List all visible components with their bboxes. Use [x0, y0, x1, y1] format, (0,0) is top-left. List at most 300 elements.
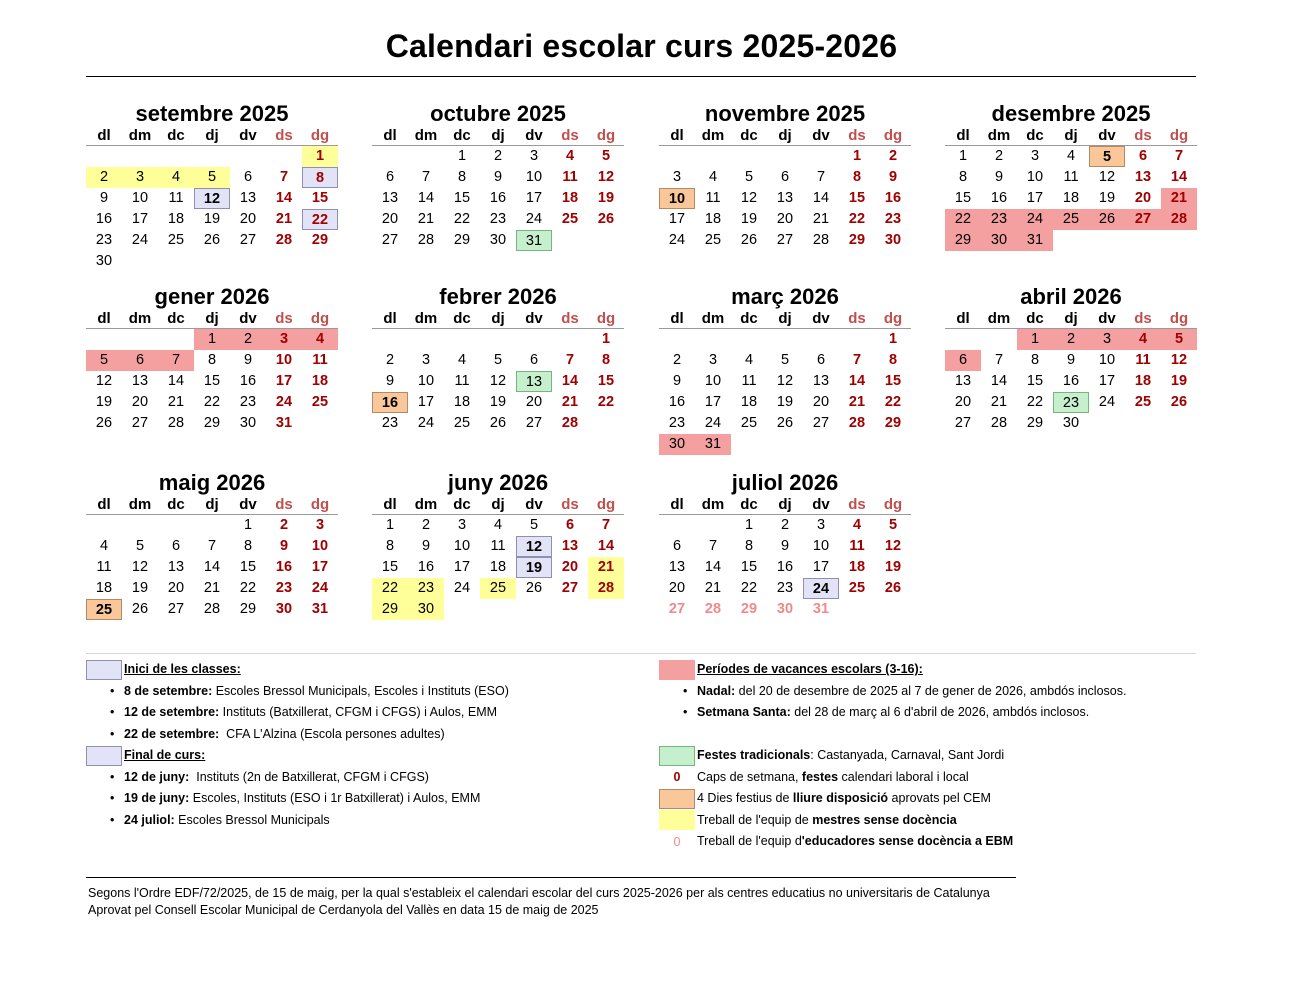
day-cell: 5 — [135, 538, 145, 554]
day-cell: 3 — [816, 517, 826, 533]
footer-notes — [88, 885, 990, 919]
day-cell: 13 — [776, 190, 794, 206]
legend-bullet — [86, 702, 509, 724]
month-calendar — [659, 470, 911, 620]
day-cell: 7 — [279, 169, 289, 185]
day-cell: 14 — [561, 373, 579, 389]
day-cell: 12 — [516, 536, 552, 557]
empty-day-cell — [86, 515, 122, 536]
day-cell: 30 — [981, 230, 1017, 251]
day-cell: 19 — [597, 190, 615, 206]
empty-day-cell — [695, 329, 731, 350]
legend-spacer — [659, 724, 1126, 746]
day-cell: 10 — [131, 190, 149, 206]
empty-day-cell — [86, 329, 122, 350]
legend-swatch — [659, 789, 695, 809]
day-cell: 29 — [453, 232, 471, 248]
day-cell: 7 — [158, 350, 194, 371]
day-cell: 15 — [1026, 373, 1044, 389]
legend-text-part: calendari laboral i local — [838, 769, 969, 784]
day-cell: 2 — [780, 517, 790, 533]
day-cell: 24 — [311, 580, 329, 596]
empty-day-cell — [659, 515, 695, 536]
day-cell: 28 — [275, 232, 293, 248]
weekday-header: ds — [1125, 310, 1161, 329]
day-cell: 23 — [239, 394, 257, 410]
legend-bullet-text: Instituts (2n de Batxillerat, CFGM i CFGS) — [189, 769, 429, 784]
day-cell: 14 — [597, 538, 615, 554]
day-cell: 12 — [95, 373, 113, 389]
weekday-header: ds — [552, 310, 588, 329]
weekday-header: dm — [122, 127, 158, 146]
weekday-header: dc — [158, 310, 194, 329]
day-cell: 11 — [741, 373, 757, 389]
day-cell: 24 — [803, 578, 839, 599]
legend-text-part: Treball de l'equip d — [697, 834, 802, 849]
day-cell: 20 — [776, 211, 794, 227]
day-cell: 4 — [457, 352, 467, 368]
day-cell: 4 — [1125, 329, 1161, 350]
legend-item — [659, 745, 1126, 767]
day-cell: 15 — [311, 190, 329, 206]
empty-day-cell — [767, 329, 803, 350]
day-cell: 2 — [230, 329, 266, 350]
weekday-header: dl — [86, 496, 122, 515]
day-cell: 12 — [884, 538, 902, 554]
month-grid — [86, 496, 338, 620]
day-cell: 10 — [525, 169, 543, 185]
weekday-header: ds — [552, 127, 588, 146]
day-cell: 4 — [302, 329, 338, 350]
day-cell: 1 — [852, 148, 862, 164]
day-cell: 29 — [884, 415, 902, 431]
month-name: març 2026 — [731, 284, 839, 309]
day-cell: 29 — [372, 599, 408, 620]
day-cell: 29 — [945, 230, 981, 251]
legend-bullet-text: Instituts (Batxillerat, CFGM i CFGS) i Aulos, EMM — [219, 705, 498, 720]
empty-day-cell — [552, 329, 588, 350]
day-cell: 1 — [243, 517, 253, 533]
day-cell: 7 — [1174, 148, 1184, 164]
day-cell: 17 — [275, 373, 293, 389]
day-cell: 30 — [659, 434, 695, 455]
day-cell: 4 — [493, 517, 503, 533]
day-cell: 2 — [385, 352, 395, 368]
day-cell: 9 — [243, 352, 253, 368]
day-cell: 3 — [672, 169, 682, 185]
day-cell: 6 — [945, 350, 981, 371]
legend-bullet-text: del 20 de desembre de 2025 al 7 de gener de 2026, ambdós inclosos. — [735, 683, 1127, 698]
day-cell: 5 — [86, 350, 122, 371]
day-cell: 9 — [672, 373, 682, 389]
month-grid — [86, 127, 338, 272]
day-cell: 10 — [659, 188, 695, 209]
legend-heading-text: Inici de les classes: — [124, 662, 241, 677]
footer-line-approval: Aprovat pel Consell Escolar Municipal de Cerdanyola del Vallès en data 15 de maig de 2025 — [88, 903, 599, 917]
legend-item-text — [697, 810, 957, 831]
empty-day-cell — [158, 515, 194, 536]
day-cell: 21 — [275, 211, 293, 227]
weekday-header: dv — [516, 310, 552, 329]
empty-day-cell — [444, 329, 480, 350]
empty-day-cell — [194, 146, 230, 167]
day-cell: 31 — [1017, 230, 1053, 251]
legend-heading-text: Final de curs: — [124, 748, 206, 763]
month-calendar — [86, 284, 338, 434]
day-cell: 18 — [1134, 373, 1152, 389]
day-cell: 6 — [816, 352, 826, 368]
weekday-header: dj — [194, 127, 230, 146]
weekday-header: dc — [444, 127, 480, 146]
day-cell: 20 — [812, 394, 830, 410]
day-cell: 19 — [203, 211, 221, 227]
legend-item-text — [697, 745, 1004, 766]
weekday-header: dj — [767, 496, 803, 515]
legend-item — [659, 788, 1126, 810]
day-cell: 18 — [561, 190, 579, 206]
weekday-header: dm — [981, 127, 1017, 146]
legend-heading — [659, 659, 1126, 681]
day-cell: 27 — [776, 232, 794, 248]
day-cell: 25 — [561, 211, 579, 227]
day-cell: 29 — [239, 601, 257, 617]
day-cell: 17 — [311, 559, 329, 575]
day-cell: 7 — [816, 169, 826, 185]
day-cell: 22 — [453, 211, 471, 227]
day-cell: 12 — [1170, 352, 1188, 368]
weekday-header: dl — [372, 127, 408, 146]
day-cell: 14 — [1170, 169, 1188, 185]
day-cell: 14 — [167, 373, 185, 389]
day-cell: 8 — [1030, 352, 1040, 368]
weekday-header: dv — [230, 310, 266, 329]
day-cell: 8 — [888, 352, 898, 368]
day-cell: 29 — [740, 601, 758, 617]
day-cell: 5 — [1089, 146, 1125, 167]
day-cell: 5 — [744, 169, 754, 185]
day-cell: 19 — [884, 559, 902, 575]
day-cell: 3 — [1089, 329, 1125, 350]
day-cell: 6 — [780, 169, 790, 185]
day-cell: 22 — [848, 211, 866, 227]
weekday-header: ds — [839, 310, 875, 329]
legend-bullet-text: CFA L'Alzina (Escola persones adultes) — [219, 726, 445, 741]
legend-item — [659, 831, 1126, 853]
day-cell: 27 — [525, 415, 543, 431]
weekday-header: dl — [659, 310, 695, 329]
day-cell: 1 — [385, 517, 395, 533]
weekday-header: dv — [1089, 127, 1125, 146]
day-cell: 23 — [668, 415, 686, 431]
day-cell: 12 — [776, 373, 794, 389]
legend-school-periods — [86, 659, 509, 831]
weekday-header: dc — [444, 496, 480, 515]
day-cell: 10 — [275, 352, 293, 368]
empty-day-cell — [122, 515, 158, 536]
legend-divider — [86, 653, 1196, 654]
weekday-header: dl — [372, 496, 408, 515]
day-cell: 6 — [171, 538, 181, 554]
day-cell: 24 — [453, 580, 471, 596]
weekday-header: dl — [945, 310, 981, 329]
month-calendar — [945, 284, 1197, 434]
day-cell: 24 — [1017, 209, 1053, 230]
weekday-header: dg — [302, 496, 338, 515]
day-cell: 17 — [704, 394, 722, 410]
day-cell: 13 — [239, 190, 257, 206]
legend-text-part: : Castanyada, Carnaval, Sant Jordi — [810, 748, 1005, 763]
day-cell: 2 — [994, 148, 1004, 164]
day-cell: 4 — [852, 517, 862, 533]
empty-day-cell — [480, 329, 516, 350]
empty-day-cell — [803, 329, 839, 350]
day-cell: 16 — [95, 211, 113, 227]
day-cell: 6 — [529, 352, 539, 368]
month-grid — [372, 310, 624, 434]
legend-item — [659, 767, 1126, 789]
day-cell: 15 — [597, 373, 615, 389]
day-cell: 28 — [417, 232, 435, 248]
day-cell: 10 — [453, 538, 471, 554]
day-cell: 22 — [203, 394, 221, 410]
empty-day-cell — [659, 146, 695, 167]
day-cell: 3 — [266, 329, 302, 350]
day-cell: 26 — [1170, 394, 1188, 410]
empty-day-cell — [158, 329, 194, 350]
month-calendar — [372, 284, 624, 434]
day-cell: 27 — [668, 601, 686, 617]
legend-bullet — [659, 702, 1126, 724]
day-cell: 13 — [1134, 169, 1152, 185]
day-cell: 5 — [194, 167, 230, 188]
day-cell: 19 — [95, 394, 113, 410]
day-cell: 9 — [1066, 352, 1076, 368]
day-cell: 4 — [565, 148, 575, 164]
legend-text-part: mestres sense docència — [812, 812, 957, 827]
legend-item-text — [697, 767, 969, 788]
empty-day-cell — [266, 146, 302, 167]
weekday-header: dm — [408, 310, 444, 329]
day-cell: 3 — [122, 167, 158, 188]
day-cell: 16 — [776, 559, 794, 575]
day-cell: 25 — [704, 232, 722, 248]
day-cell: 12 — [489, 373, 507, 389]
legend-heading-text: Períodes de vacances escolars (3-16): — [697, 662, 923, 677]
day-cell: 18 — [95, 580, 113, 596]
day-cell: 16 — [990, 190, 1008, 206]
day-cell: 7 — [207, 538, 217, 554]
day-cell: 19 — [131, 580, 149, 596]
day-cell: 29 — [1026, 415, 1044, 431]
day-cell: 18 — [453, 394, 471, 410]
empty-day-cell — [767, 146, 803, 167]
day-cell: 20 — [239, 211, 257, 227]
day-cell: 17 — [453, 559, 471, 575]
day-cell: 23 — [884, 211, 902, 227]
month-calendar — [372, 470, 624, 620]
weekday-header: dv — [803, 127, 839, 146]
day-cell: 24 — [668, 232, 686, 248]
day-cell: 26 — [776, 415, 794, 431]
day-cell: 24 — [704, 415, 722, 431]
day-cell: 13 — [561, 538, 579, 554]
day-cell: 12 — [597, 169, 615, 185]
empty-day-cell — [158, 146, 194, 167]
day-cell: 1 — [1017, 329, 1053, 350]
day-cell: 3 — [457, 517, 467, 533]
legend-item — [659, 810, 1126, 832]
day-cell: 28 — [848, 415, 866, 431]
empty-day-cell — [803, 146, 839, 167]
weekday-header: dc — [731, 496, 767, 515]
day-cell: 1 — [601, 331, 611, 347]
day-cell: 19 — [1170, 373, 1188, 389]
day-cell: 3 — [315, 517, 325, 533]
day-cell: 7 — [994, 352, 1004, 368]
day-cell: 26 — [203, 232, 221, 248]
month-name: febrer 2026 — [439, 284, 557, 309]
weekday-header: dj — [1053, 127, 1089, 146]
weekday-header: ds — [1125, 127, 1161, 146]
day-cell: 9 — [780, 538, 790, 554]
day-cell: 14 — [812, 190, 830, 206]
day-cell: 2 — [672, 352, 682, 368]
legend-day-types — [659, 659, 1126, 853]
day-cell: 2 — [279, 517, 289, 533]
day-cell: 6 — [1138, 148, 1148, 164]
weekday-header: dg — [875, 496, 911, 515]
day-cell: 12 — [131, 559, 149, 575]
day-cell: 10 — [417, 373, 435, 389]
weekday-header: dg — [1161, 310, 1197, 329]
legend-swatch: 0 — [673, 834, 681, 849]
day-cell: 9 — [994, 169, 1004, 185]
day-cell: 18 — [704, 211, 722, 227]
day-cell: 28 — [203, 601, 221, 617]
day-cell: 31 — [695, 434, 731, 455]
day-cell: 16 — [668, 394, 686, 410]
weekday-header: dg — [875, 310, 911, 329]
legend-bullet-label: • 22 de setembre: — [124, 726, 220, 741]
weekday-header: dv — [803, 310, 839, 329]
empty-day-cell — [695, 146, 731, 167]
day-cell: 26 — [131, 601, 149, 617]
weekday-header: dc — [444, 310, 480, 329]
day-cell: 3 — [708, 352, 718, 368]
day-cell: 6 — [565, 517, 575, 533]
day-cell: 13 — [812, 373, 830, 389]
day-cell: 6 — [385, 169, 395, 185]
day-cell: 5 — [888, 517, 898, 533]
day-cell: 7 — [601, 517, 611, 533]
day-cell: 14 — [275, 190, 293, 206]
day-cell: 31 — [812, 601, 830, 617]
day-cell: 22 — [239, 580, 257, 596]
day-cell: 5 — [601, 148, 611, 164]
day-cell: 19 — [776, 394, 794, 410]
day-cell: 12 — [194, 188, 230, 209]
legend-bullet-text: Escoles, Instituts (ESO i 1r Batxillerat) i Aulos, EMM — [189, 791, 481, 806]
day-cell: 8 — [385, 538, 395, 554]
day-cell: 13 — [954, 373, 972, 389]
empty-day-cell — [122, 146, 158, 167]
day-cell: 23 — [95, 232, 113, 248]
day-cell: 2 — [888, 148, 898, 164]
weekday-header: dm — [122, 310, 158, 329]
day-cell: 15 — [381, 559, 399, 575]
month-name: juny 2026 — [447, 470, 549, 495]
day-cell: 18 — [1062, 190, 1080, 206]
day-cell: 16 — [372, 392, 408, 413]
weekday-header: dl — [659, 127, 695, 146]
day-cell: 8 — [243, 538, 253, 554]
day-cell: 30 — [1062, 415, 1080, 431]
empty-day-cell — [122, 329, 158, 350]
day-cell: 8 — [852, 169, 862, 185]
weekday-header: ds — [266, 127, 302, 146]
empty-day-cell — [731, 146, 767, 167]
day-cell: 19 — [1098, 190, 1116, 206]
day-cell: 5 — [780, 352, 790, 368]
title-divider — [86, 76, 1196, 77]
weekday-header: dl — [86, 310, 122, 329]
day-cell: 2 — [1053, 329, 1089, 350]
legend-bullet-label: • 12 de juny: — [124, 769, 190, 784]
day-cell: 14 — [990, 373, 1008, 389]
day-cell: 1 — [457, 148, 467, 164]
day-cell: 27 — [954, 415, 972, 431]
day-cell: 17 — [668, 211, 686, 227]
day-cell: 28 — [1161, 209, 1197, 230]
day-cell: 8 — [744, 538, 754, 554]
weekday-header: dv — [516, 127, 552, 146]
day-cell: 21 — [588, 557, 624, 578]
month-grid — [659, 496, 911, 620]
day-cell: 1 — [744, 517, 754, 533]
legend-text-part: Treball de l'equip de — [697, 812, 813, 827]
day-cell: 25 — [86, 599, 122, 620]
weekday-header: dc — [1017, 127, 1053, 146]
day-cell: 4 — [158, 167, 194, 188]
empty-day-cell — [86, 146, 122, 167]
day-cell: 16 — [489, 190, 507, 206]
day-cell: 21 — [1161, 188, 1197, 209]
month-grid — [659, 310, 911, 455]
legend-text-part: aprovats pel CEM — [888, 791, 991, 806]
weekday-header: dm — [122, 496, 158, 515]
day-cell: 22 — [597, 394, 615, 410]
legend-bullet-label: • 12 de setembre: — [124, 705, 220, 720]
day-cell: 4 — [1066, 148, 1076, 164]
day-cell: 30 — [408, 599, 444, 620]
month-calendar — [86, 101, 338, 272]
empty-day-cell — [230, 146, 266, 167]
day-cell: 27 — [1125, 209, 1161, 230]
legend-text-part: Caps de setmana, — [697, 769, 802, 784]
weekday-header: dg — [302, 310, 338, 329]
empty-day-cell — [839, 329, 875, 350]
day-cell: 17 — [1098, 373, 1116, 389]
day-cell: 9 — [493, 169, 503, 185]
month-calendar — [86, 470, 338, 620]
day-cell: 5 — [493, 352, 503, 368]
day-cell: 7 — [565, 352, 575, 368]
day-cell: 11 — [849, 538, 865, 554]
day-cell: 2 — [421, 517, 431, 533]
day-cell: 18 — [311, 373, 329, 389]
weekday-header: dv — [803, 496, 839, 515]
day-cell: 25 — [740, 415, 758, 431]
